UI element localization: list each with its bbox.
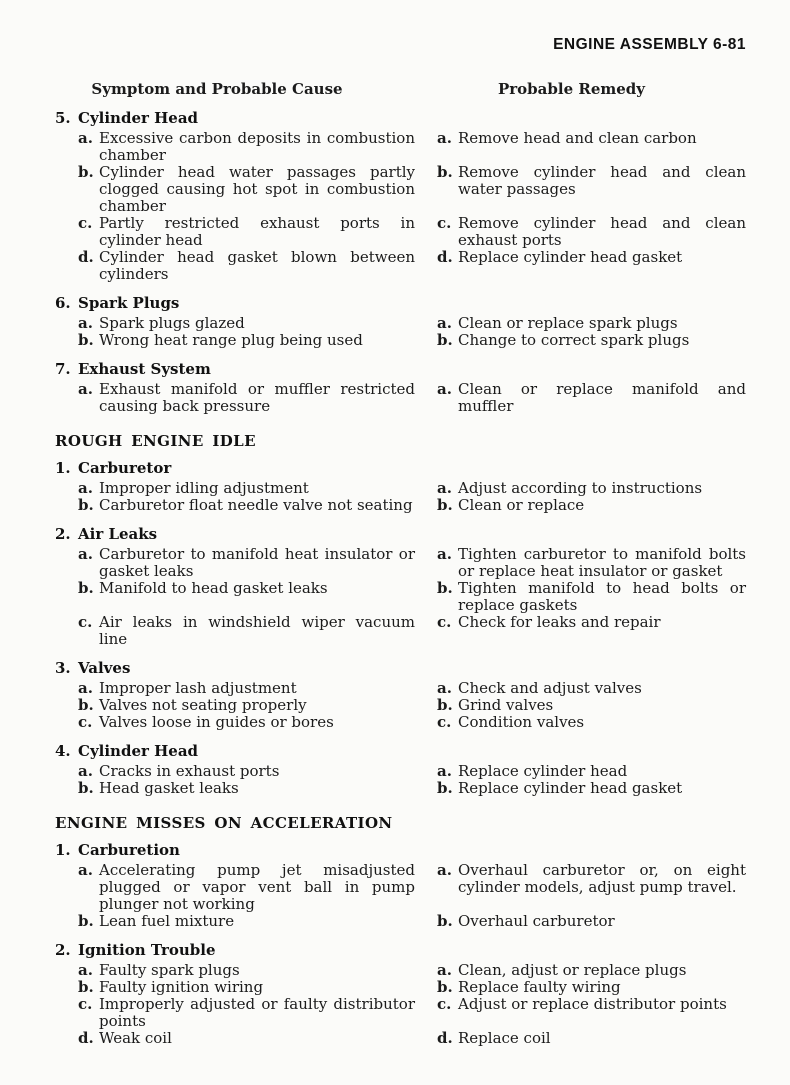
symptom-remedy-row [55,164,746,215]
cause-text: Faulty spark plugs [99,961,240,979]
cause-item [78,249,415,283]
item-letter: b. [78,696,94,714]
item-letter: a. [78,679,93,697]
cause-text: Air leaks in windshield wiper vacuum line [99,613,415,648]
symptom-remedy-row [55,546,746,580]
symptom-remedy-row [55,780,746,797]
cause-item [78,315,415,332]
cause-text: Excessive carbon deposits in combustion chamber [99,129,415,164]
section-title: Spark Plugs [78,294,180,312]
item-letter: a. [78,129,93,147]
symptom-remedy-row [55,480,746,497]
remedy-text: Check for leaks and repair [458,613,661,631]
remedy-item [437,614,746,631]
remedy-item [437,962,746,979]
item-letter: c. [437,613,452,631]
remedy-text: Check and adjust valves [458,679,642,697]
remedy-text: Tighten carburetor to manifold bolts or replace heat insulator or gasket [458,545,746,580]
remedy-text: Remove cylinder head and clean exhaust ports [458,214,746,249]
section-heading [55,942,746,959]
cause-text: Improper idling adjustment [99,479,309,497]
item-letter: a. [437,679,452,697]
item-letter: b. [437,579,453,597]
cause-text: Valves loose in guides or bores [99,713,334,731]
cause-item [78,164,415,215]
section-number: 1. [55,841,71,859]
item-letter: a. [437,380,452,398]
symptom-remedy-row [55,996,746,1030]
symptom-remedy-row [55,614,746,648]
section-number: 3. [55,659,71,677]
remedy-text: Replace coil [458,1029,551,1047]
item-letter: c. [437,713,452,731]
section-heading [55,526,746,543]
item-letter: a. [437,129,452,147]
remedy-text: Replace cylinder head [458,762,628,780]
remedy-item [437,315,746,332]
cause-item [78,546,415,580]
cause-item [78,962,415,979]
cause-item [78,979,415,996]
item-letter: a. [437,314,452,332]
item-letter: c. [437,214,452,232]
item-letter: a. [78,380,93,398]
item-letter: b. [78,779,94,797]
remedy-item [437,763,746,780]
remedy-item [437,996,746,1013]
section-heading [55,660,746,677]
section-number: 2. [55,941,71,959]
item-letter: a. [78,479,93,497]
item-letter: a. [78,762,93,780]
cause-text: Cracks in exhaust ports [99,762,280,780]
section-heading [55,743,746,760]
running-header: ENGINE ASSEMBLY 6-81 [553,36,746,53]
item-letter: a. [78,314,93,332]
remedy-item [437,862,746,896]
cause-item [78,862,415,913]
cause-item [78,763,415,780]
remedy-text: Replace faulty wiring [458,978,621,996]
remedy-text: Clean or replace [458,496,585,514]
remedy-item [437,780,746,797]
item-letter: b. [78,163,94,181]
item-letter: d. [78,248,94,266]
section-heading [55,295,746,312]
remedy-text: Remove head and clean carbon [458,129,697,147]
remedy-item [437,979,746,996]
item-letter: a. [437,479,452,497]
section-title: Carburetion [78,841,180,859]
cause-text: Carburetor float needle valve not seating [99,496,413,514]
cause-item [78,1030,415,1047]
section-title: Air Leaks [78,525,158,543]
remedy-item [437,680,746,697]
cause-text: Lean fuel mixture [99,912,235,930]
remedy-item [437,164,746,198]
cause-item [78,913,415,930]
cause-item [78,680,415,697]
remedy-item [437,249,746,266]
cause-item [78,215,415,249]
group-heading: ROUGH ENGINE IDLE [55,432,256,450]
symptom-remedy-row [55,497,746,514]
cause-item [78,780,415,797]
cause-text: Cylinder head water passages partly clogged causing hot spot in combustion chamber [99,163,415,215]
cause-text: Accelerating pump jet misadjusted plugged or vapor vent ball in pump plunger not working [99,861,415,913]
item-letter: b. [78,978,94,996]
item-letter: c. [78,214,93,232]
cause-text: Manifold to head gasket leaks [99,579,328,597]
item-letter: a. [437,545,452,563]
section-number: 7. [55,360,71,378]
cause-item [78,697,415,714]
symptom-remedy-row [55,215,746,249]
cause-item [78,996,415,1030]
symptom-remedy-row [55,130,746,164]
cause-text: Cylinder head gasket blown between cylinders [99,248,415,283]
remedy-item [437,480,746,497]
item-letter: d. [78,1029,94,1047]
symptom-remedy-row [55,962,746,979]
item-letter: a. [437,762,452,780]
cause-text: Partly restricted exhaust ports in cylinder head [99,214,415,249]
cause-item [78,580,415,597]
symptom-remedy-row [55,1030,746,1047]
item-letter: d. [437,1029,453,1047]
section-number: 4. [55,742,71,760]
symptom-remedy-row [55,979,746,996]
symptom-remedy-row [55,580,746,614]
remedy-item [437,215,746,249]
section-title: Ignition Trouble [78,941,216,959]
symptom-remedy-row [55,763,746,780]
item-letter: b. [78,579,94,597]
symptom-remedy-row [55,381,746,415]
remedy-item [437,1030,746,1047]
remedy-text: Clean, adjust or replace plugs [458,961,687,979]
symptom-remedy-row [55,862,746,913]
remedy-item [437,497,746,514]
section-title: Cylinder Head [78,109,199,127]
cause-text: Wrong heat range plug being used [99,331,363,349]
section-title: Carburetor [78,459,172,477]
cause-text: Valves not seating properly [99,696,307,714]
cause-item [78,714,415,731]
cause-item [78,497,415,514]
item-letter: b. [437,779,453,797]
section-number: 2. [55,525,71,543]
section-title: Valves [78,659,131,677]
cause-item [78,130,415,164]
remedy-item [437,546,746,580]
item-letter: b. [437,978,453,996]
item-letter: c. [78,613,93,631]
item-letter: a. [78,545,93,563]
item-letter: a. [78,961,93,979]
item-letter: c. [78,713,93,731]
symptom-remedy-row [55,697,746,714]
remedy-text: Replace cylinder head gasket [458,779,683,797]
remedy-text: Adjust according to instructions [458,479,703,497]
remedy-text: Clean or replace manifold and muffler [458,380,746,415]
item-letter: b. [437,696,453,714]
section-heading [55,460,746,477]
section-number: 1. [55,459,71,477]
cause-text: Exhaust manifold or muffler restricted causing back pressure [99,380,415,415]
cause-item [78,381,415,415]
cause-text: Improperly adjusted or faulty distributor points [99,995,415,1030]
symptom-remedy-row [55,913,746,930]
remedy-text: Tighten manifold to head bolts or replace gaskets [458,579,746,614]
section-number: 5. [55,109,71,127]
cause-text: Faulty ignition wiring [99,978,264,996]
item-letter: b. [437,163,453,181]
symptom-remedy-row [55,714,746,731]
remedy-text: Grind valves [458,696,554,714]
remedy-text: Replace cylinder head gasket [458,248,683,266]
remedy-text: Change to correct spark plugs [458,331,690,349]
cause-text: Weak coil [99,1029,172,1047]
symptom-remedy-row [55,249,746,283]
symptom-remedy-row [55,315,746,332]
remedy-text: Clean or replace spark plugs [458,314,678,332]
remedy-item [437,381,746,415]
cause-item [78,614,415,648]
column-headers [55,81,746,98]
cause-text: Carburetor to manifold heat insulator or gasket leaks [99,545,415,580]
remedy-text: Overhaul carburetor or, on eight cylinder models, adjust pump travel. [458,861,746,896]
remedy-text: Overhaul carburetor [458,912,615,930]
section-heading [55,110,746,127]
item-letter: d. [437,248,453,266]
cause-column-header: Symptom and Probable Cause [91,80,343,98]
cause-text: Improper lash adjustment [99,679,297,697]
section-title: Cylinder Head [78,742,199,760]
item-letter: b. [78,496,94,514]
item-letter: a. [78,861,93,879]
item-letter: b. [78,331,94,349]
remedy-text: Condition valves [458,713,585,731]
remedy-item [437,714,746,731]
cause-item [78,332,415,349]
remedy-text: Adjust or replace distributor points [458,995,727,1013]
item-letter: c. [78,995,93,1013]
remedy-item [437,913,746,930]
section-heading [55,842,746,859]
item-letter: b. [437,496,453,514]
remedy-text: Remove cylinder head and clean water passages [458,163,746,198]
group-heading: ENGINE MISSES ON ACCELERATION [55,814,393,832]
remedy-column-header: Probable Remedy [498,80,645,98]
cause-text: Spark plugs glazed [99,314,245,332]
cause-text: Head gasket leaks [99,779,239,797]
item-letter: c. [437,995,452,1013]
item-letter: a. [437,861,452,879]
remedy-item [437,697,746,714]
symptom-remedy-row [55,680,746,697]
remedy-item [437,332,746,349]
section-number: 6. [55,294,71,312]
symptom-remedy-row [55,332,746,349]
remedy-item [437,130,746,147]
section-heading [55,361,746,378]
item-letter: b. [437,331,453,349]
section-title: Exhaust System [78,360,211,378]
item-letter: a. [437,961,452,979]
item-letter: b. [78,912,94,930]
item-letter: b. [437,912,453,930]
remedy-item [437,580,746,614]
cause-item [78,480,415,497]
